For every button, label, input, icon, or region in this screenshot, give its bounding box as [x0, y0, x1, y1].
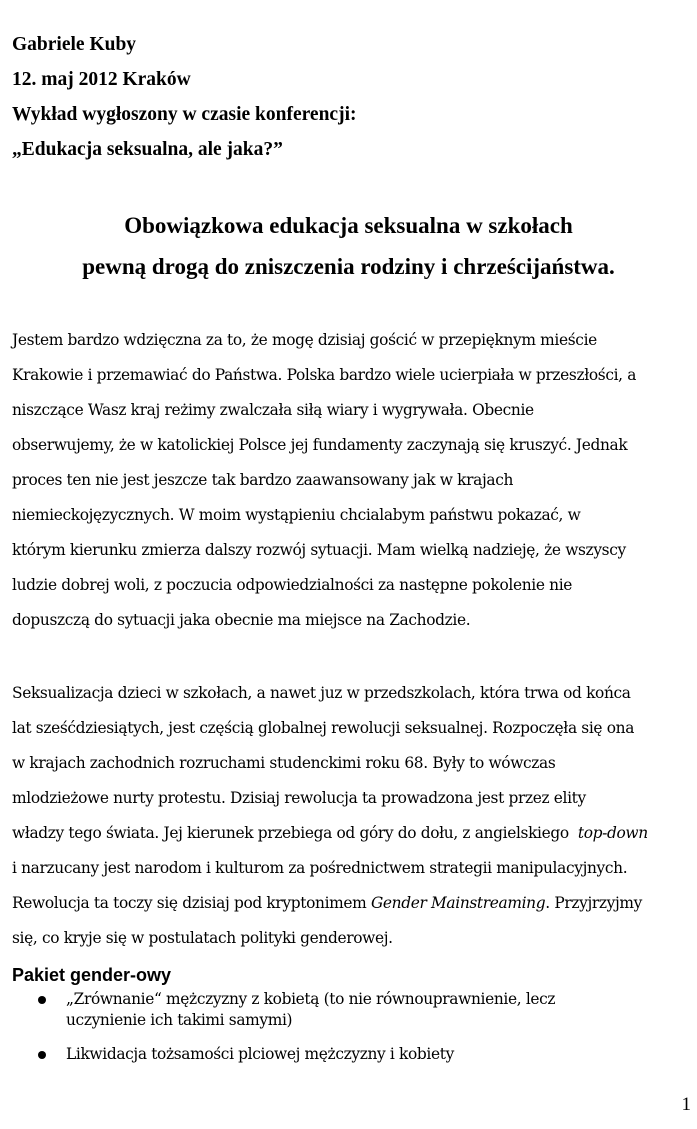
- bullet-icon: [38, 1051, 46, 1059]
- italic-term-top-down: top-down: [577, 824, 648, 842]
- section-heading-gender-package: Pakiet gender-owy: [12, 965, 172, 985]
- list-item-line: „Zrównanie“ mężczyzny z kobietą (to nie równouprawnienie, lecz: [66, 990, 556, 1008]
- author-name: Gabriele Kuby: [12, 34, 137, 55]
- document-title-line-1: Obowiązkowa edukacja seksualna w szkołach: [124, 213, 573, 238]
- paragraph-line: [12, 892, 642, 914]
- paragraph-line: obserwujemy, że w katolickiej Polsce jej fundamenty zaczynają się kruszyć. Jednak: [12, 436, 628, 454]
- paragraph-line: którym kierunku zmierza dalszy rozwój sytuacji. Mam wielką nadzieję, że wszyscy: [12, 541, 626, 559]
- line-text: władzy tego świata. Jej kierunek przebiega od góry do dołu, z angielskiego: [12, 824, 578, 842]
- paragraph-line: lat sześćdziesiątych, jest częścią globalnej rewolucji seksualnej. Rozpoczęła się ona: [12, 719, 635, 737]
- line-text-tail: . Przyjrzyjmy: [545, 894, 642, 912]
- paragraph-line: się, co kryje się w postulatach polityki genderowej.: [12, 929, 393, 947]
- conference-title: „Edukacja seksualna, ale jaka?”: [12, 139, 283, 160]
- paragraph-line: dopuszczą do sytuacji jaka obecnie ma miejsce na Zachodzie.: [12, 611, 471, 629]
- paragraph-line: niszczące Wasz kraj reżimy zwalczała siłą wiary i wygrywała. Obecnie: [12, 401, 534, 419]
- paragraph-line: Seksualizacja dzieci w szkołach, a nawet juz w przedszkolach, która trwa od końca: [12, 684, 631, 702]
- paragraph-line: [12, 822, 648, 844]
- paragraph-line: mlodzieżowe nurty protestu. Dzisiaj rewolucja ta prowadzona jest przez elity: [12, 789, 586, 807]
- paragraph-line: proces ten nie jest jeszcze tak bardzo zaawansowany jak w krajach: [12, 471, 514, 489]
- italic-term-gender-mainstreaming: Gender Mainstreaming: [370, 894, 546, 912]
- document-title-line-2: pewną drogą do zniszczenia rodziny i chrześcijaństwa.: [82, 254, 615, 279]
- list-item-line: Likwidacja tożsamości plciowej mężczyzny i kobiety: [66, 1045, 454, 1063]
- line-text: Rewolucja ta toczy się dzisiaj pod kryptonimem: [12, 894, 371, 912]
- date-place: 12. maj 2012 Kraków: [12, 69, 191, 90]
- paragraph-line: w krajach zachodnich rozruchami studenckimi roku 68. Były to wówczas: [12, 754, 556, 772]
- list-item-line: uczynienie ich takimi samymi): [66, 1011, 293, 1029]
- paragraph-line: ludzie dobrej woli, z poczucia odpowiedzialności za następne pokolenie nie: [12, 576, 573, 594]
- paragraph-line: niemieckojęzycznych. W moim wystąpieniu chcialabym państwu pokazać, w: [12, 506, 581, 524]
- page-number: 1: [681, 1094, 691, 1115]
- paragraph-line: i narzucany jest narodom i kulturom za pośrednictwem strategii manipulacyjnych.: [12, 859, 628, 877]
- lecture-note: Wykład wygłoszony w czasie konferencji:: [12, 104, 357, 125]
- paragraph-line: Jestem bardzo wdzięczna za to, że mogę dzisiaj gościć w przepięknym mieście: [12, 331, 597, 349]
- bullet-icon: [38, 996, 46, 1004]
- paragraph-line: Krakowie i przemawiać do Państwa. Polska bardzo wiele ucierpiała w przeszłości, a: [12, 366, 637, 384]
